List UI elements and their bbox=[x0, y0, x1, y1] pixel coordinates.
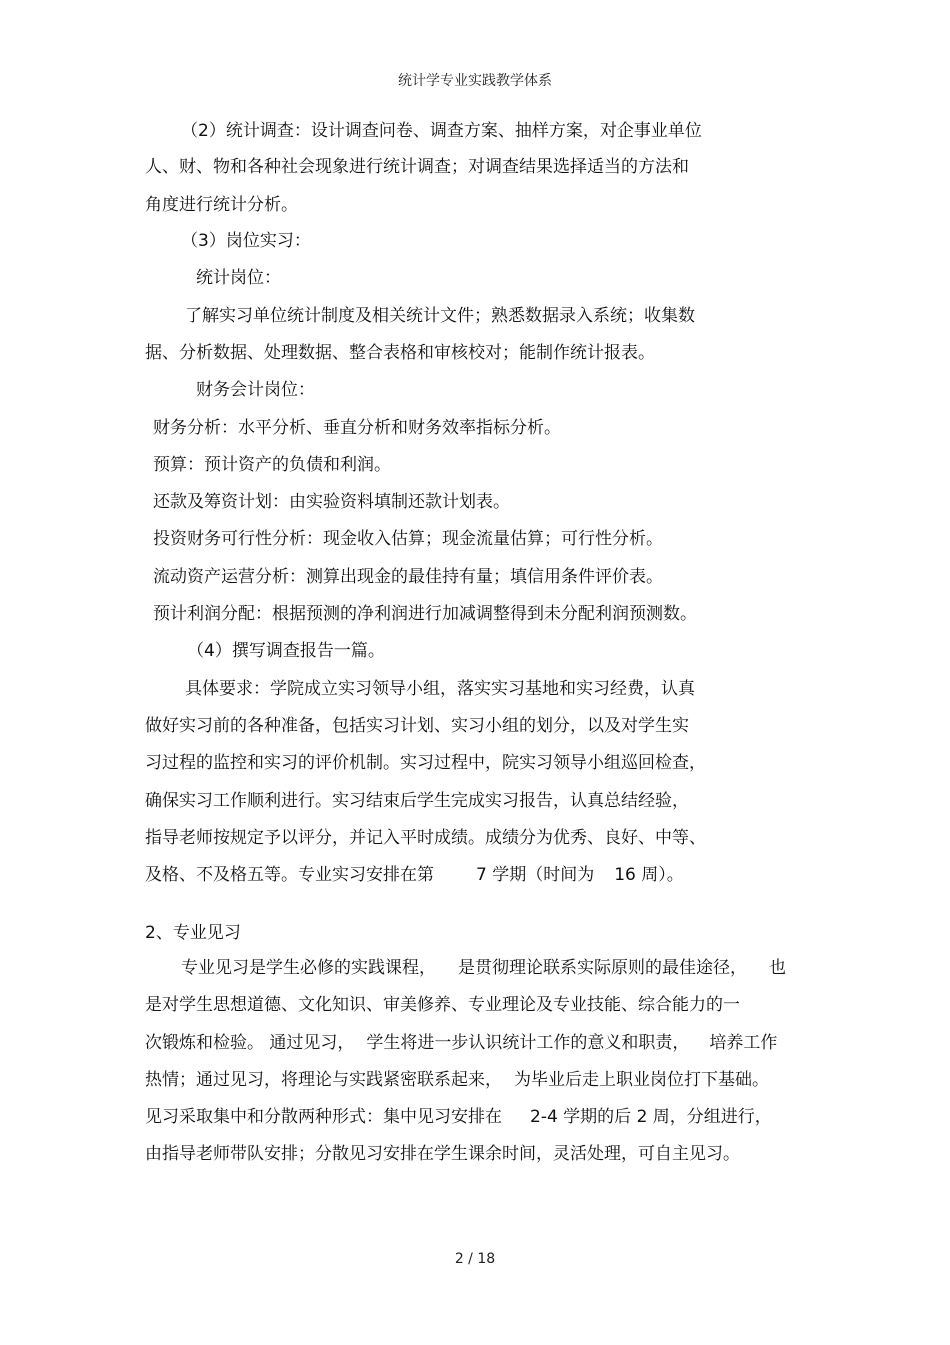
text-line: 预算：预计资产的负债和利润。 bbox=[153, 455, 391, 475]
text-line: 指导老师按规定予以评分，并记入平时成绩。成绩分为优秀、良好、中等、 bbox=[145, 828, 706, 848]
text-line bbox=[145, 1070, 769, 1090]
text-line: 做好实习前的各种准备，包括实习计划、实习小组的划分，以及对学生实 bbox=[145, 716, 689, 736]
text-segment: 也 bbox=[769, 958, 786, 978]
text-line: 角度进行统计分析。 bbox=[145, 195, 298, 215]
text-line: 预计利润分配：根据预测的净利润进行加减调整得到未分配利润预测数。 bbox=[153, 604, 697, 624]
text-segment: 16 周）。 bbox=[614, 865, 684, 885]
text-segment: 2-4 学期的后 2 周，分组进行， bbox=[530, 1107, 772, 1127]
text-segment: 学生将进一步认识统计工作的意义和职责， bbox=[366, 1033, 690, 1053]
page-header: 统计学专业实践教学体系 bbox=[398, 73, 552, 89]
text-line: （2）统计调查：设计调查问卷、调查方案、抽样方案，对企事业单位 bbox=[181, 121, 702, 141]
text-line: （3）岗位实习： bbox=[181, 231, 311, 251]
text-line: （4）撰写调查报告一篇。 bbox=[187, 641, 385, 661]
text-line: 确保实习工作顺利进行。实习结束后学生完成实习报告，认真总结经验， bbox=[145, 791, 689, 811]
section-heading: 2、专业见习 bbox=[145, 923, 241, 943]
text-line: 投资财务可行性分析：现金收入估算；现金流量估算；可行性分析。 bbox=[153, 529, 663, 549]
text-line: 还款及筹资计划：由实验资料填制还款计划表。 bbox=[153, 492, 510, 512]
text-line: 具体要求：学院成立实习领导小组，落实实习基地和实习经费，认真 bbox=[185, 679, 695, 699]
text-line bbox=[145, 865, 684, 885]
text-line bbox=[145, 1033, 777, 1053]
text-line: 习过程的监控和实习的评价机制。实习过程中，院实习领导小组巡回检查， bbox=[145, 753, 706, 773]
text-line: 据、分析数据、处理数据、整合表格和审核校对；能制作统计报表。 bbox=[145, 343, 655, 363]
text-segment: 热情；通过见习，将理论与实践紧密联系起来， bbox=[145, 1070, 502, 1090]
text-line: 由指导老师带队安排；分散见习安排在学生课余时间，灵活处理，可自主见习。 bbox=[145, 1144, 740, 1164]
text-line: 流动资产运营分析：测算出现金的最佳持有量；填信用条件评价表。 bbox=[153, 567, 663, 587]
text-line: 是对学生思想道德、文化知识、审美修养、专业理论及专业技能、综合能力的一 bbox=[145, 995, 740, 1015]
text-line: 财务分析：水平分析、垂直分析和财务效率指标分析。 bbox=[153, 418, 561, 438]
text-segment: 次锻炼和检验。 通过见习， bbox=[145, 1033, 355, 1053]
text-line: 人、财、物和各种社会现象进行统计调查；对调查结果选择适当的方法和 bbox=[145, 157, 689, 177]
text-segment: 7 学期（时间为 bbox=[476, 865, 595, 885]
text-segment: 培养工作 bbox=[709, 1033, 778, 1053]
text-line: 统计岗位： bbox=[196, 268, 281, 288]
text-segment: 及格、不及格五等。专业实习安排在第 bbox=[145, 865, 434, 885]
text-line: 财务会计岗位： bbox=[196, 380, 315, 400]
text-segment: 见习采取集中和分散两种形式：集中见习安排在 bbox=[145, 1107, 502, 1127]
text-segment: 为毕业后走上职业岗位打下基础。 bbox=[514, 1070, 769, 1090]
text-segment: 是贯彻理论联系实际原则的最佳途径， bbox=[458, 958, 747, 978]
text-line bbox=[181, 958, 786, 978]
page-number: 2 / 18 bbox=[454, 1251, 496, 1267]
text-line bbox=[145, 1107, 772, 1127]
text-line: 了解实习单位统计制度及相关统计文件；熟悉数据录入系统；收集数 bbox=[185, 306, 695, 326]
text-segment: 专业见习是学生必修的实践课程， bbox=[181, 958, 436, 978]
